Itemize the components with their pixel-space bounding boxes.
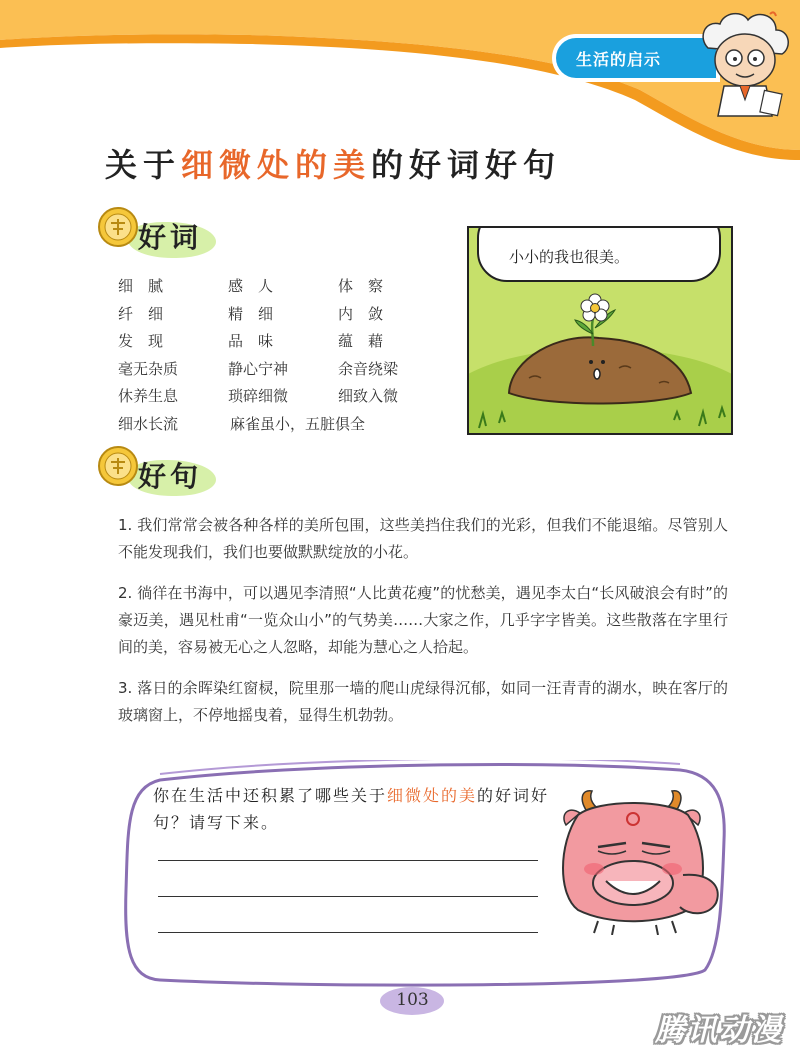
word-item: 休养生息 — [118, 387, 179, 406]
word-item: 品 味 — [228, 332, 274, 351]
writing-prompt-text — [153, 782, 553, 836]
prompt-after: 的好词好句？请写下来。 — [153, 786, 550, 832]
good-sentences-list — [118, 512, 728, 743]
section-tab-label: 生活的启示 — [556, 38, 716, 78]
sentence-item: 2. 徜徉在书海中，可以遇见李清照“人比黄花瘦”的忧愁美，遇见李太白“长风破浪会有时”的豪迈美，遇见杜甫“一览众山小”的气势美……大家之作，几乎字字皆美。这些散落在字里行间的美，容易被无心之人忽略，却能为慧心之人拾起。 — [118, 584, 728, 656]
word-item: 精 细 — [228, 304, 274, 323]
sentence-item: 3. 落日的余晖染红窗棂，院里那一墙的爬山虎绿得沉郁，如同一汪青青的湖水，映在客厅的玻璃窗上，不停地摇曳着，显得生机勃勃。 — [118, 679, 728, 724]
word-row — [118, 355, 448, 383]
word-item: 麻雀虽小，五脏俱全 — [230, 414, 366, 433]
title-suffix: 的好词好句 — [371, 146, 562, 184]
sentence-item: 1. 我们常常会被各种各样的美所包围，这些美挡住我们的光彩，但我们不能退缩。尽管别人不能发现我们，我们也要做默默绽放的小花。 — [118, 516, 728, 561]
coin-icon — [96, 444, 140, 488]
title-highlight: 细微处的美 — [181, 146, 372, 184]
word-item: 静心宁神 — [228, 359, 289, 378]
word-item: 体 察 — [338, 277, 384, 296]
prompt-before: 你在生活中还积累了哪些关于 — [153, 786, 388, 805]
title-prefix: 关于 — [105, 146, 182, 184]
answer-line[interactable] — [158, 896, 538, 897]
pink-cow-mascot-illustration — [558, 785, 723, 935]
prompt-highlight: 细微处的美 — [387, 786, 478, 805]
good-words-heading: 好词 — [138, 221, 203, 254]
word-item: 毫无杂质 — [118, 359, 179, 378]
professor-mascot-illustration — [690, 8, 800, 118]
good-sentences-heading: 好句 — [138, 460, 203, 493]
word-item: 细致入微 — [338, 387, 399, 406]
answer-line[interactable] — [158, 932, 538, 933]
word-item: 琐碎细微 — [228, 387, 289, 406]
watermark-logo: 腾讯动漫 — [655, 1013, 783, 1048]
word-item: 纤 细 — [118, 304, 164, 323]
word-item: 内 敛 — [338, 304, 384, 323]
speech-bubble-text: 小小的我也很美。 — [509, 248, 630, 266]
page-number: 103 — [396, 990, 429, 1010]
word-row — [118, 327, 448, 355]
comic-panel — [467, 226, 733, 435]
word-item: 发 现 — [118, 332, 164, 351]
page-title — [105, 140, 561, 186]
word-row — [118, 300, 448, 328]
word-item: 蕴 藉 — [338, 332, 384, 351]
word-item: 细水长流 — [118, 414, 179, 433]
word-row — [118, 382, 448, 410]
answer-line[interactable] — [158, 860, 538, 861]
word-item: 感 人 — [228, 277, 274, 296]
coin-icon — [96, 205, 140, 249]
word-item: 余音绕梁 — [338, 359, 399, 378]
good-words-list — [118, 272, 448, 437]
word-item: 细 腻 — [118, 277, 164, 296]
word-row — [118, 272, 448, 300]
word-row — [118, 410, 448, 438]
